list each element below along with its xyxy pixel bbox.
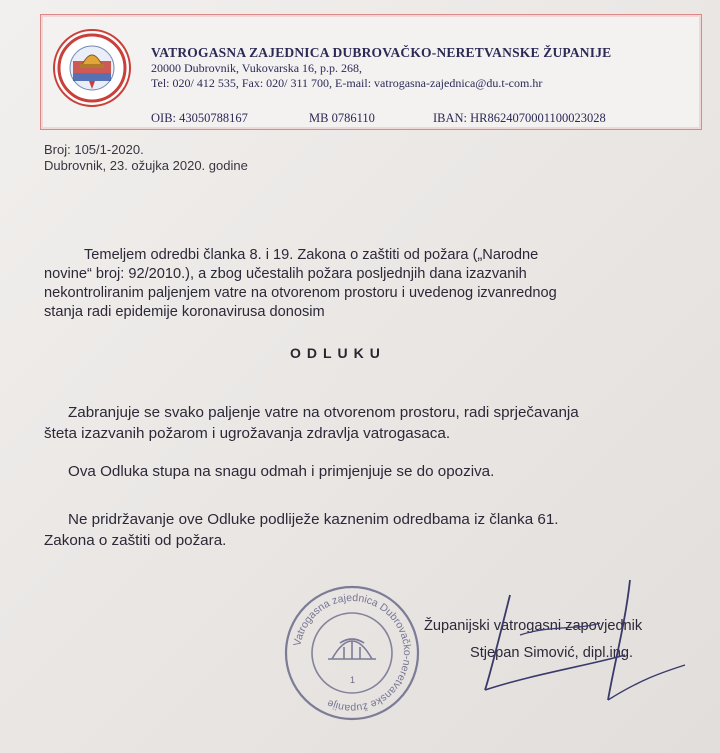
decision-paragraph bbox=[44, 402, 708, 444]
organization-contact: Tel: 020/ 412 535, Fax: 020/ 311 700, E-mail: vatrogasna-zajednica@du.t-com.hr bbox=[151, 76, 543, 90]
intro-line-4: stanja radi epidemije koronavirusa donosim bbox=[44, 304, 325, 320]
oib-number: OIB: 43050788167 bbox=[151, 111, 248, 125]
organization-name: VATROGASNA ZAJEDNICA DUBROVAČKO-NERETVANSKE ŽUPANIJE bbox=[151, 45, 612, 60]
iban-number: IBAN: HR8624070001100023028 bbox=[433, 111, 606, 125]
intro-line-3: nekontroliranim paljenjem vatre na otvorenom prostoru i uvedenog izvanrednog bbox=[44, 285, 557, 301]
letterhead bbox=[40, 14, 702, 130]
document-reference bbox=[44, 142, 248, 174]
letterhead-text bbox=[151, 45, 691, 91]
official-stamp bbox=[282, 583, 422, 723]
reference-number: Broj: 105/1-2020. bbox=[44, 142, 144, 157]
validity-paragraph: Ova Odluka stupa na snagu odmah i primjenjuje se do opoziva. bbox=[68, 463, 495, 480]
penalty-line-1: Ne pridržavanje ove Odluke podliježe kaznenim odredbama iz članka 61. bbox=[68, 511, 559, 528]
stamp-center-mark: 1 bbox=[350, 675, 356, 685]
intro-line-2: novine“ broj: 92/2010.), a zbog učestalih požara posljednjih dana izazvanih bbox=[44, 266, 527, 282]
decision-line-2: šteta izazvanih požarom i ugrožavanja zdravlja vatrogasaca. bbox=[44, 425, 451, 442]
signatory-title: Županijski vatrogasni zapovjednik bbox=[424, 618, 643, 634]
intro-line-1: Temeljem odredbi članka 8. i 19. Zakona o zaštiti od požara („Narodne bbox=[84, 247, 539, 263]
penalty-paragraph bbox=[44, 509, 716, 551]
decision-heading: ODLUKU bbox=[290, 345, 386, 361]
decision-line-1: Zabranjuje se svako paljenje vatre na otvorenom prostoru, radi sprječavanja bbox=[68, 404, 579, 421]
organization-address: 20000 Dubrovnik, Vukovarska 16, p.p. 268, bbox=[151, 61, 363, 75]
fire-brigade-emblem-icon bbox=[53, 29, 131, 107]
handwritten-signature bbox=[440, 575, 700, 715]
penalty-line-2: Zakona o zaštiti od požara. bbox=[44, 532, 227, 549]
stamp-ring-text: Vatrogasna zajednica Dubrovačko-neretvanske županije bbox=[291, 591, 414, 715]
reference-place-date: Dubrovnik, 23. ožujka 2020. godine bbox=[44, 158, 248, 173]
signatory-name: Stjepan Simović, dipl.ing. bbox=[470, 645, 634, 661]
intro-paragraph bbox=[44, 246, 651, 322]
helmet-icon bbox=[328, 639, 376, 659]
mb-number: MB 0786110 bbox=[309, 111, 375, 125]
